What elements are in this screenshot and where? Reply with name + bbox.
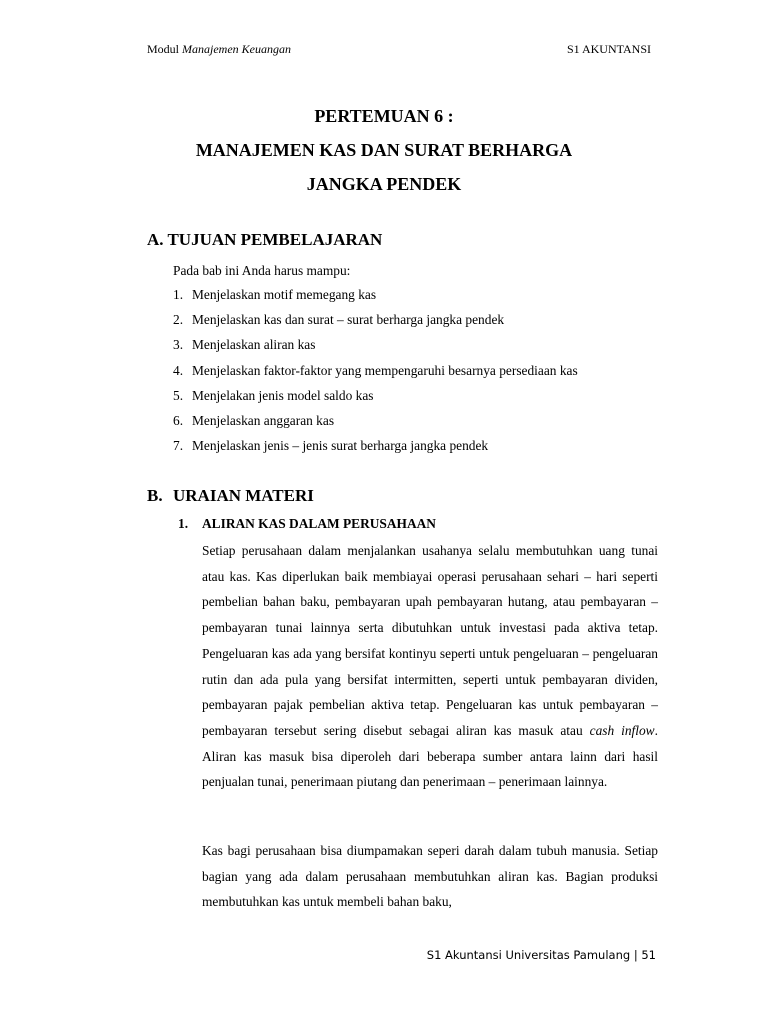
objectives-intro: Pada bab ini Anda harus mampu: xyxy=(173,263,351,278)
paragraph-cash-analogy: Kas bagi perusahaan bisa diumpamakan seperi darah dalam tubuh manusia. Setiap bagian yang ada dalam perusahaan membutuhkan aliran kas. Bagian produksi membutuhkan kas untuk membeli bahan baku, xyxy=(202,843,658,910)
list-item: 7. Menjelaskan jenis – jenis surat berharga jangka pendek xyxy=(173,438,489,454)
chapter-title-line2: JANGKA PENDEK xyxy=(306,174,462,194)
paragraph-cash-flow: Setiap perusahaan dalam menjalankan usahanya selalu membutuhkan uang tunai atau kas. Kas diperlukan baik membiayai operasi perusahaan sehari – hari seperti pembelian bahan baku, pembayaran upah pembayaran hutang, atau pembayaran – pembayaran tunai lainnya serta dibutuhkan untuk investasi pada aktiva tetap. Pengeluaran kas ada yang bersifat kontinyu seperti untuk pengeluaran – pengeluaran rutin dan ada pula yang bersifat intermitten, seperti untuk pembayaran dividen, pembayaran pajak pembelian aktiva tetap. Pengeluaran kas untuk pembayaran – pembayaran tersebut sering disebut sebagai aliran kas masuk atau cash inflow. Aliran kas masuk bisa diperoleh dari beberapa sumber antara lainn dari hasil penjualan tunai, penerimaan piutang dan penerimaan – penerimaan lainnya. xyxy=(202,543,658,790)
objectives-list xyxy=(173,286,578,462)
subsection-1-heading: 1. ALIRAN KAS DALAM PERUSAHAAN xyxy=(178,516,436,531)
list-item: 6. Menjelaskan anggaran kas xyxy=(173,412,335,428)
section-b-heading: B. URAIAN MATERI xyxy=(147,486,314,505)
page-footer: S1 Akuntansi Universitas Pamulang | 51 xyxy=(426,948,656,962)
list-item: 5. Menjelakan jenis model saldo kas xyxy=(173,387,374,403)
list-item: 1. Menjelaskan motif memegang kas xyxy=(173,287,377,302)
list-item: 2. Menjelaskan kas dan surat – surat berharga jangka pendek xyxy=(173,312,505,328)
list-item: 3. Menjelaskan aliran kas xyxy=(173,337,316,353)
section-a-heading: A. TUJUAN PEMBELAJARAN xyxy=(147,230,383,249)
page-header xyxy=(147,42,651,57)
header-program: S1 AKUNTANSI xyxy=(566,42,651,56)
chapter-title-line1: MANAJEMEN KAS DAN SURAT BERHARGA xyxy=(195,140,573,160)
list-item: 4. Menjelaskan faktor-faktor yang mempengaruhi besarnya persediaan kas xyxy=(173,362,578,378)
chapter-number: PERTEMUAN 6 : xyxy=(314,106,454,126)
header-module-title: Modul Manajemen Keuangan xyxy=(147,42,291,56)
